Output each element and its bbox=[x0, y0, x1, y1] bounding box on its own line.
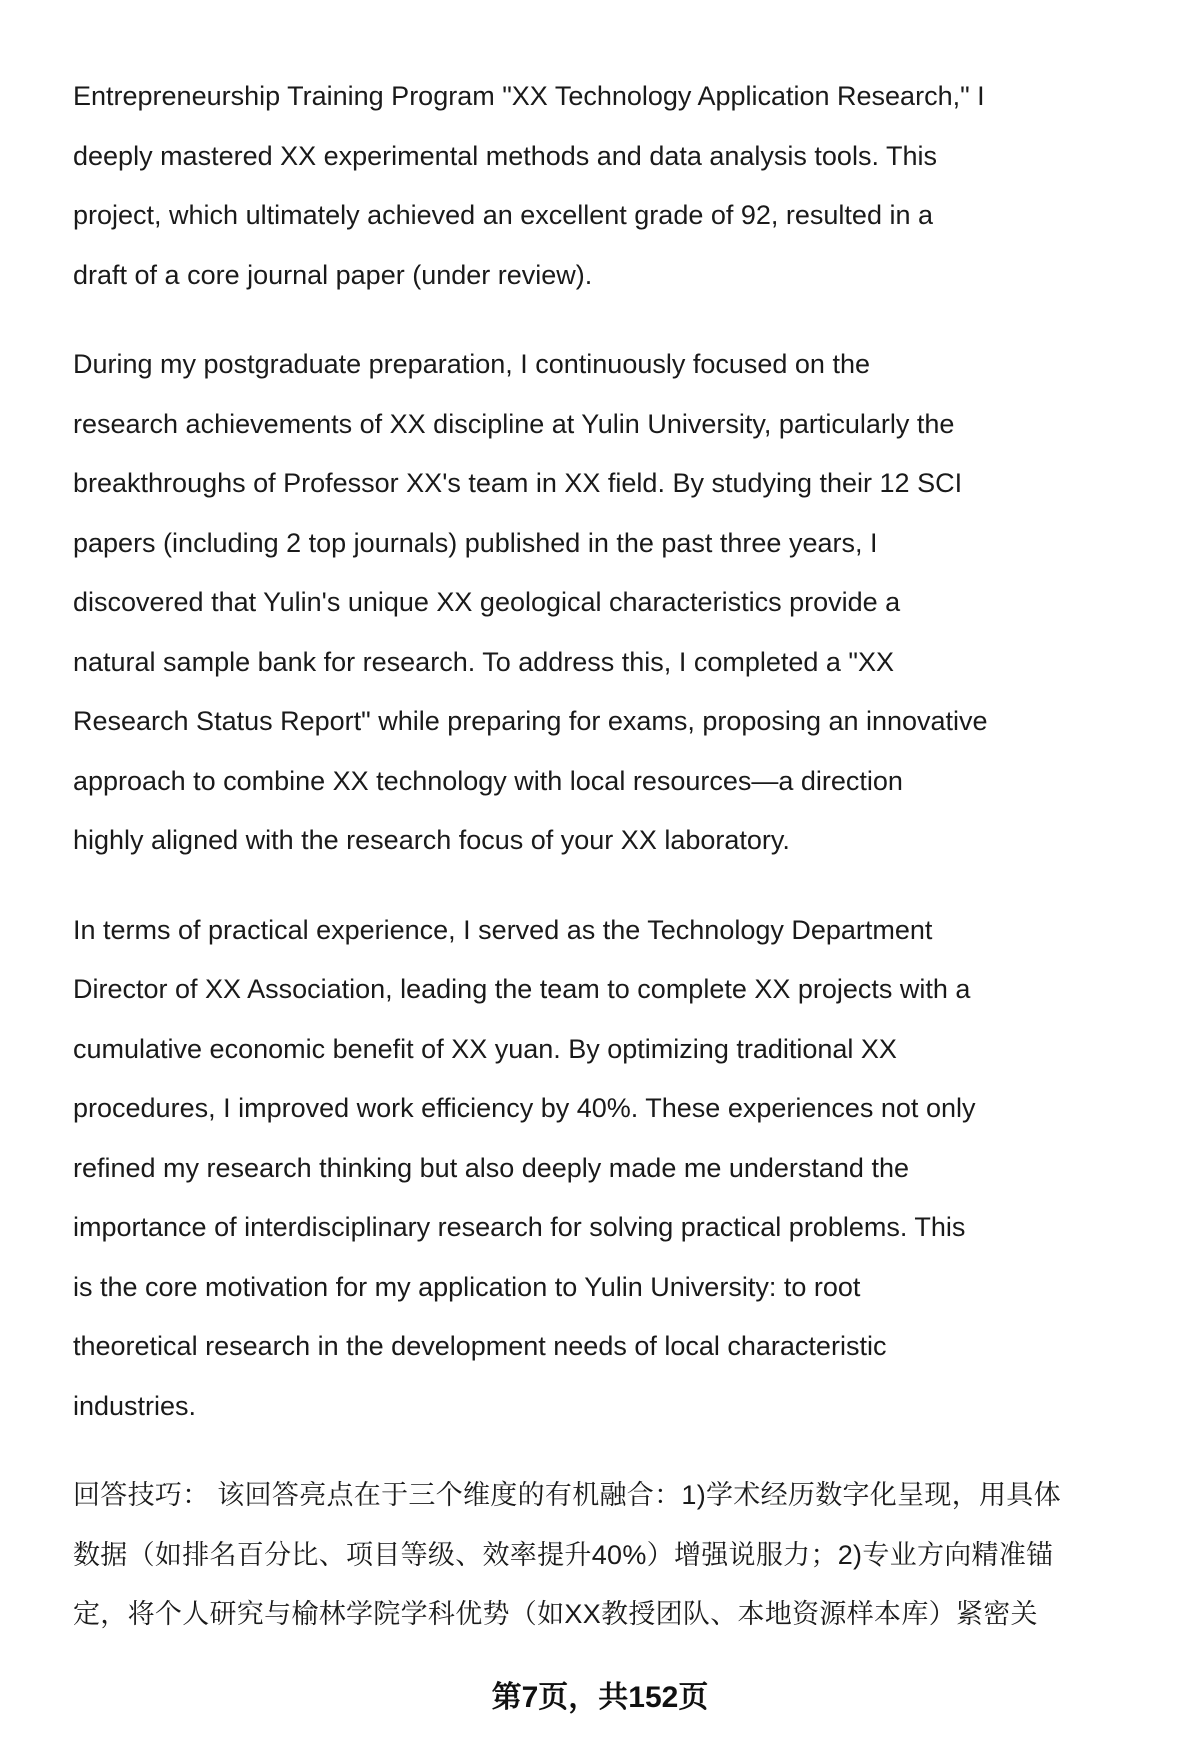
text-line: deeply mastered XX experimental methods and data analysis tools. This bbox=[73, 140, 937, 171]
paragraph-answer-tips bbox=[73, 1466, 1173, 1645]
text-line: industries. bbox=[73, 1390, 197, 1421]
text-line: approach to combine XX technology with local resources—a direction bbox=[73, 765, 903, 796]
text-line: breakthroughs of Professor XX's team in XX field. By studying their 12 SCI bbox=[73, 468, 963, 498]
text-line: During my postgraduate preparation, I continuously focused on the bbox=[73, 349, 870, 379]
text-line: Research Status Report" while preparing for exams, proposing an innovative bbox=[73, 706, 988, 736]
text-line: is the core motivation for my application to Yulin University: to root bbox=[73, 1271, 861, 1302]
text-line: draft of a core journal paper (under review). bbox=[73, 259, 593, 290]
text-line: discovered that Yulin's unique XX geological characteristics provide a bbox=[73, 587, 901, 617]
text-line: importance of interdisciplinary research for solving practical problems. This bbox=[73, 1212, 966, 1242]
text-line: Entrepreneurship Training Program "XX Technology Application Research," I bbox=[73, 81, 985, 111]
text-line: 回答技巧： 该回答亮点在于三个维度的有机融合：1)学术经历数字化呈现，用具体 bbox=[73, 1480, 1061, 1510]
page-number-footer: 第7页，共152页 bbox=[491, 1681, 709, 1714]
paragraph-practical-experience bbox=[73, 901, 1173, 1437]
text-line: procedures, I improved work efficiency by 40%. These experiences not only bbox=[73, 1093, 976, 1123]
text-line: papers (including 2 top journals) published in the past three years, I bbox=[73, 527, 878, 558]
text-line: highly aligned with the research focus of your XX laboratory. bbox=[73, 825, 790, 855]
text-line: 数据（如排名百分比、项目等级、效率提升40%）增强说服力；2)专业方向精准锚 bbox=[73, 1539, 1054, 1570]
paragraph-research-project bbox=[73, 67, 1173, 305]
text-line: cumulative economic benefit of XX yuan. By optimizing traditional XX bbox=[73, 1033, 897, 1064]
text-line: project, which ultimately achieved an excellent grade of 92, resulted in a bbox=[73, 200, 933, 230]
text-line: research achievements of XX discipline at Yulin University, particularly the bbox=[73, 408, 955, 439]
paragraph-postgraduate-preparation bbox=[73, 335, 1173, 871]
text-line: theoretical research in the development needs of local characteristic bbox=[73, 1331, 887, 1361]
text-line: natural sample bank for research. To address this, I completed a "XX bbox=[73, 646, 895, 677]
text-line: refined my research thinking but also deeply made me understand the bbox=[73, 1152, 909, 1183]
text-line: 定，将个人研究与榆林学院学科优势（如XX教授团队、本地资源样本库）紧密关 bbox=[73, 1599, 1038, 1629]
document-body bbox=[73, 67, 1173, 1675]
text-line: In terms of practical experience, I served as the Technology Department bbox=[73, 914, 933, 945]
text-line: Director of XX Association, leading the team to complete XX projects with a bbox=[73, 974, 971, 1004]
